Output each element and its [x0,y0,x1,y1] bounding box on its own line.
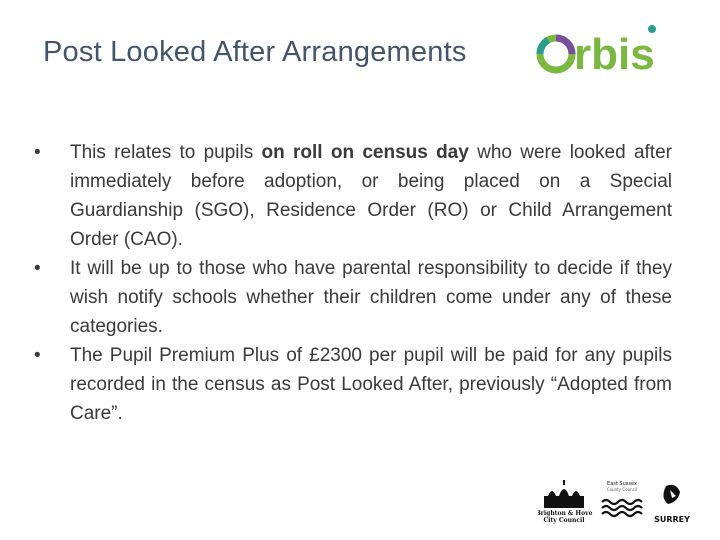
bullet-text-bold: on roll on census day [261,142,469,163]
council-logos-icon [538,478,690,526]
east-sussex-line1: East Sussex [607,481,637,487]
orbis-logo [534,22,690,76]
bullet-text [70,138,672,254]
bullet-text: It will be up to those who have parental responsibility to decide if they wish notify schools whether their children come under any of these categories. [70,258,672,337]
bullet-item [34,138,672,254]
svg-text:rbis: rbis [574,30,655,76]
surrey-text: SURREY [654,515,690,524]
bullet-item [34,254,672,341]
brighton-line1: Brighton & Hove [538,510,593,517]
bullet-text-pre: This relates to pupils [70,142,262,163]
bullet-list [34,138,672,428]
surrey-logo-icon [663,485,680,504]
east-sussex-logo-icon [602,500,642,516]
bullet-marker: • [34,258,41,279]
council-logos [538,478,690,526]
brighton-hove-logo-icon [544,480,584,508]
bullet-item [34,341,672,428]
bullet-text: The Pupil Premium Plus of £2300 per pupil will be paid for any pupils recorded in the census as Post Looked After, previously “Adopted from Care”. [70,345,672,424]
slide-title: Post Looked After Arrangements [43,36,467,68]
brighton-line2: City Council [543,517,585,524]
bullet-marker: • [34,345,41,366]
bullet-text-post: who were looked after immediately before adoption, or being placed on a Special Guardianship (SGO), Residence Order (RO) or Child Arrangement Order (CAO). [70,142,672,250]
bullet-marker: • [34,142,41,163]
east-sussex-line2: County Council [606,487,638,492]
orbis-logo-icon [534,22,690,76]
